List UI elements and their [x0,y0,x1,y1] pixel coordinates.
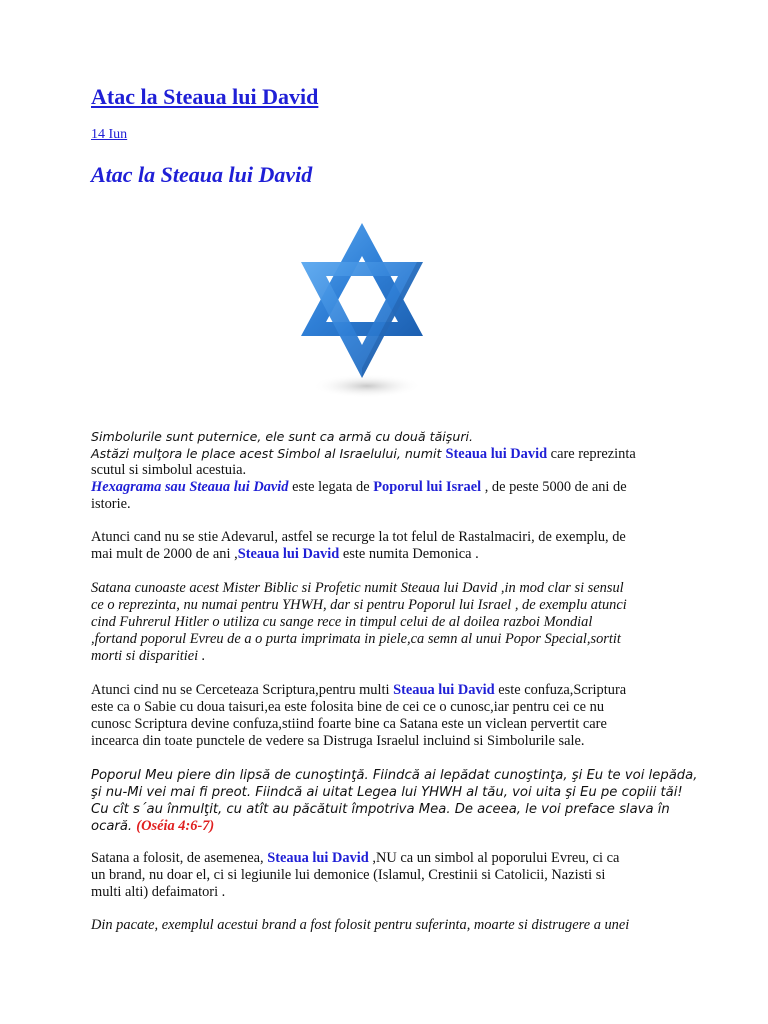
highlight-link: Poporul lui Israel [373,479,482,495]
text-line: cunosc Scriptura devine confuza,stiind foarte bine ca Satana este un viclean pervertit care [91,716,607,732]
text-span: Astăzi mulţora le place acest Simbol al Israelului, numit [91,446,446,461]
text-line: şi nu-Mi vei mai fi preot. Fiindcă ai uitat Legea lui YHWH al tău, voi uita şi Eu pe copiii tăi! [91,785,683,800]
paragraph-1 [91,428,676,513]
text-line: Din pacate, exemplul acestui brand a fost folosit pentru suferinta, moarte si distrugere a unei [91,917,630,933]
text-line: scutul si simbolul acestuia. [91,462,247,478]
paragraph-6 [91,850,676,901]
paragraph-2 [91,529,676,563]
highlight-link: Hexagrama sau Steaua lui David [91,479,289,495]
scripture-reference: (Oséia 4:6-7) [136,818,215,834]
text-line: Atunci cand nu se stie Adevarul, astfel se recurge la tot felul de Rastalmaciri, de exemplu, de [91,529,626,545]
post-date-link[interactable]: 14 Iun [91,127,128,142]
text-line: cind Fuhrerul Hitler o utiliza cu sange rece in timpul celui de al doilea razboi Mondial [91,614,593,630]
text-span: care reprezinta [547,446,636,462]
text-line: multi alti) defaimatori . [91,884,226,900]
paragraph-3 [91,580,676,665]
text-line: Cu cît s´au înmulţit, cu atît au păcătuit împotriva Mea. De aceea, le voi preface slava în [91,802,670,817]
text-span: ocară. [91,819,137,834]
text-span: ,NU ca un simbol al poporului Evreu, ci ca [368,850,620,866]
article-heading: Atac la Steaua lui David [91,162,313,187]
paragraph-7 [91,917,676,934]
text-span: Satana a folosit, de asemenea, [91,850,268,866]
star-of-david-icon [297,218,427,408]
text-line: un brand, nu doar el, ci si legiunile lui demonice (Islamul, Crestinii si Catolicii, Nazisti si [91,867,606,883]
text-line: ce o reprezinta, nu numai pentru YHWH, dar si pentru Poporul lui Israel , de exemplu atunci [91,597,627,613]
text-line: Satana cunoaste acest Mister Biblic si Profetic numit Steaua lui David ,in mod clar si sensul [91,580,624,596]
text-span: , de peste 5000 de ani de [481,479,627,495]
text-line: ,fortand poporul Evreu de a o purta imprimata in piele,ca semn al unui Popor Special,sortit [91,631,621,647]
highlight-link: Steaua lui David [237,546,340,562]
text-span: Atunci cind nu se Cerceteaza Scriptura,pentru multi [91,682,394,698]
text-line: Poporul Meu piere din lipsă de cunoştinţă. Fiindcă ai lepădat cunoştinţa, şi Eu te voi lepăda, [91,768,698,783]
text-line: Simbolurile sunt puternice, ele sunt ca armă cu două tăişuri. [91,429,474,444]
text-span: este confuza,Scriptura [494,682,627,698]
text-span: este legata de [288,479,374,495]
highlight-link: Steaua lui David [393,682,495,698]
highlight-link: Steaua lui David [267,850,369,866]
text-line: incearca din toate punctele de vedere sa Distruga Israelul incluind si Simbolurile sale. [91,733,585,749]
post-title-link[interactable]: Atac la Steaua lui David [91,84,319,109]
text-span: mai mult de 2000 de ani , [91,546,238,562]
paragraph-5-quote [91,767,698,835]
text-line: este ca o Sabie cu doua taisuri,ea este folosita bine de cei ce o cunosc,iar pentru cei ce nu [91,699,605,715]
highlight-link: Steaua lui David [445,446,548,462]
text-line: morti si disparitiei . [91,648,206,664]
text-line: istorie. [91,496,131,512]
paragraph-4 [91,682,676,750]
star-of-david-image [297,218,427,408]
text-span: este numita Demonica . [339,546,479,562]
